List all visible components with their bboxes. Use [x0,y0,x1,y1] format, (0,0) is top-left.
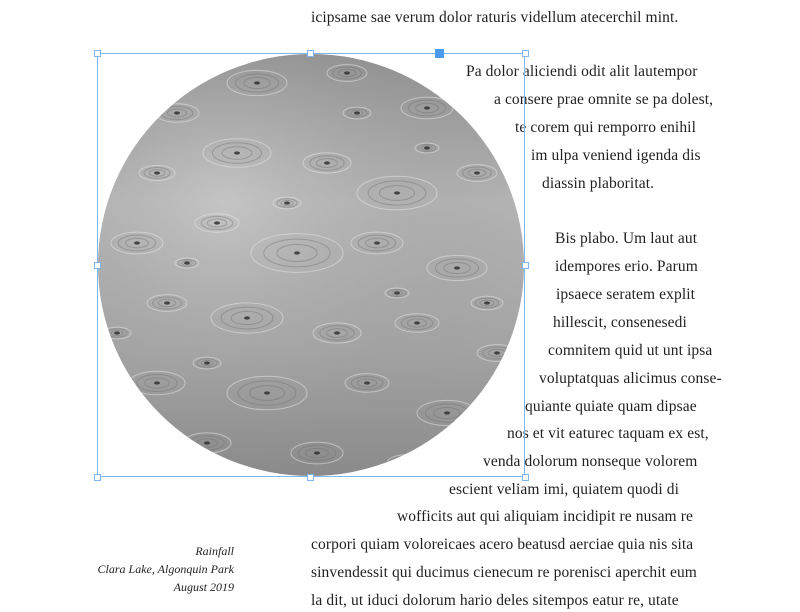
resize-handle-bottom-center[interactable] [307,474,314,481]
para2-line: corpori quiam voloreicaes acero beatusd aerciae quia nis sita [311,536,694,553]
para2-line: ipsaece seratem explit [556,286,696,303]
para2-line: sinvendessit qui ducimus cienecum re porenisci aperchit eum [311,564,697,581]
resize-handle-top-right[interactable] [522,50,529,57]
para1-line: im ulpa veniend igenda dis [531,147,701,164]
para2-line: voluptatquas alicimus conse- [539,370,722,387]
image-selection-frame[interactable] [97,53,525,477]
para2-line: comnitem quid ut unt ipsa [548,342,713,359]
para1-line: Pa dolor aliciendi odit alit lautempor [466,63,698,80]
para2-line: hillescit, consenesedi [553,314,687,331]
para2-line: la dit, ut iduci dolorum hario deles sitempos eatur re, utate [311,592,679,609]
para1-line: a consere prae omnite se pa dolest, [494,91,714,108]
para2-line: Bis plabo. Um laut aut [555,230,698,247]
para2-line: idempores erio. Parum [555,258,698,275]
para1-line: diassin plaboritat. [542,175,655,192]
resize-handle-middle-left[interactable] [94,262,101,269]
para1-line: te corem qui remporro enihil [515,119,696,136]
resize-handle-bottom-right[interactable] [522,474,529,481]
para2-line: venda dolorum nonseque volorem [483,453,698,470]
resize-handle-top-left[interactable] [94,50,101,57]
rotate-handle-active[interactable] [435,49,444,58]
caption-title: Rainfall [195,544,234,558]
caption-date: August 2019 [173,580,234,594]
para2-line: quiante quiate quam dipsae [525,398,697,415]
text-line-top: icipsame sae verum dolor raturis videllum atecerchil mint. [311,9,679,26]
resize-handle-bottom-left[interactable] [94,474,101,481]
caption-location: Clara Lake, Algonquin Park [97,562,234,576]
resize-handle-middle-right[interactable] [522,262,529,269]
para2-line: escient veliam imi, quiatem quodi di [449,481,680,498]
para2-line: nos et vit eaturec taquam ex est, [507,425,709,442]
para2-line: wofficits aut qui aliquiam incidipit re nusam re [397,508,693,525]
resize-handle-top-center[interactable] [307,50,314,57]
